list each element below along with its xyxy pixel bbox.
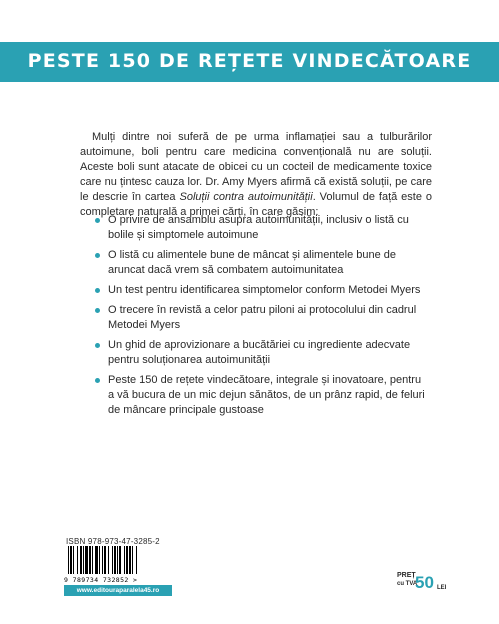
price-currency: LEI	[437, 585, 447, 591]
list-item	[94, 373, 426, 418]
isbn-label: ISBN 978-973-47-3285-2	[66, 537, 160, 546]
list-item	[94, 213, 426, 243]
bullet-dot-icon	[95, 308, 100, 313]
list-item	[94, 303, 426, 333]
list-item-text: Un ghid de aprovizionare a bucătăriei cu ingrediente adecvate pentru soluționarea autoimunității	[108, 339, 411, 366]
publisher-website[interactable]: www.editouraparalela45.ro	[64, 585, 172, 596]
bullet-dot-icon	[95, 378, 100, 383]
list-item	[94, 248, 426, 278]
title-banner	[0, 42, 499, 82]
price-value: 50	[415, 573, 434, 592]
bullet-dot-icon	[95, 288, 100, 293]
list-item	[94, 338, 426, 368]
book-title: Soluții contra autoimunității	[179, 191, 313, 203]
list-item-text: O privire de ansamblu asupra autoimunității, inclusiv o listă cu bolile și simptomele autoimune	[108, 214, 409, 241]
barcode-graphic	[64, 546, 172, 576]
page-title: PESTE 150 DE REȚETE VINDECĂTOARE	[27, 50, 472, 72]
bullet-dot-icon	[95, 253, 100, 258]
list-item-text: Peste 150 de rețete vindecătoare, integrale și inovatoare, pentru a vă bucura de un mic dejun sănătos, de un prânz rapid, de feluri de mâncare principale gustoase	[108, 374, 425, 416]
list-item-text: Un test pentru identificarea simptomelor conform Metodei Myers	[108, 284, 421, 296]
bullet-dot-icon	[95, 343, 100, 348]
list-item-text: O listă cu alimentele bune de mâncat și alimentele bune de aruncat dacă vrem să combatem autoimunitatea	[108, 249, 397, 276]
price-vat-label: cu TVA	[397, 581, 418, 587]
feature-list	[94, 213, 426, 423]
list-item-text: O trecere în revistă a celor patru piloni ai protocolului din cadrul Metodei Myers	[108, 304, 417, 331]
bullet-dot-icon	[95, 218, 100, 223]
intro-paragraph	[80, 130, 432, 220]
price-label: PREȚ	[397, 572, 416, 579]
intro-text-after: . Volumul de față este o completare naturală a primei cărți, în care găsim:	[80, 191, 432, 218]
intro-text-before: Mulți dintre noi suferă de pe urma inflamației sau a tulburărilor autoimune, boli pentru care medicina convențională nu are soluții. Aceste boli sunt atacate de obicei cu un cocteil de medicamente toxice care nu țintesc cauza lor. Dr. Amy Myers afirmă că există soluții, pe care le descrie în cartea	[80, 131, 432, 203]
barcode-digits: 9 789734 732852 >	[64, 576, 138, 584]
list-item	[94, 283, 426, 298]
